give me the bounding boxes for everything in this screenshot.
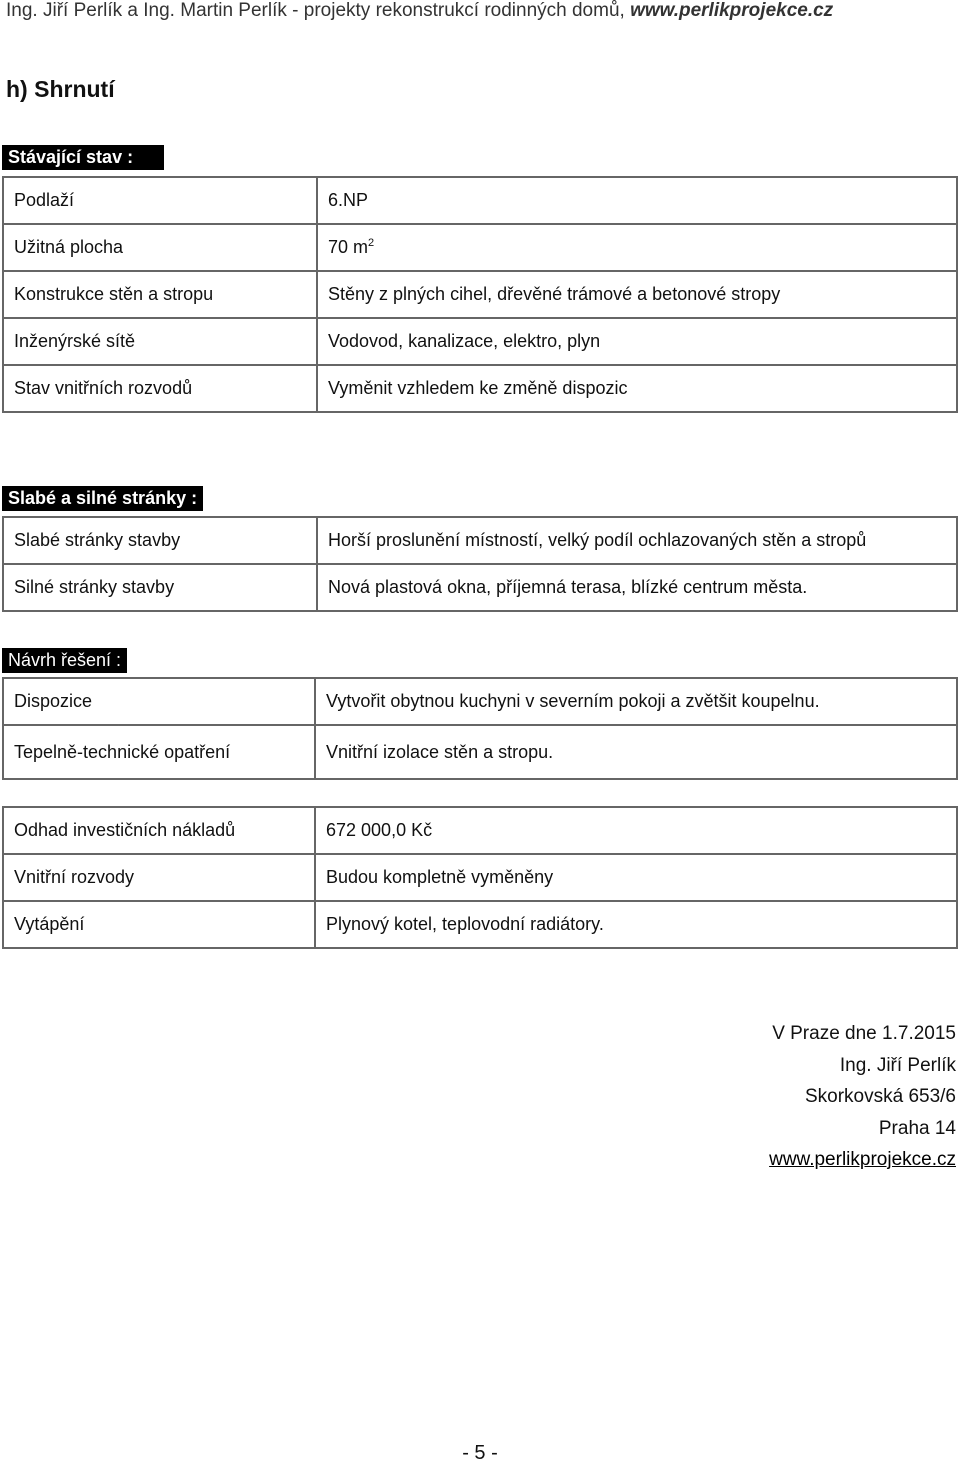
strengths-table (2, 516, 958, 612)
row-value: 6.NP (317, 177, 957, 224)
section-title: h) Shrnutí (6, 76, 115, 102)
page-number: - 5 - (462, 1442, 498, 1464)
table-row (3, 517, 957, 564)
table-row (3, 564, 957, 611)
signature-name: Ing. Jiří Perlík (839, 1054, 956, 1076)
signature-street: Skorkovská 653/6 (804, 1086, 956, 1107)
header-website-link[interactable]: www.perlikprojekce.cz (630, 0, 834, 21)
row-key: Vnitřní rozvody (3, 854, 315, 901)
row-key: Slabé stránky stavby (3, 517, 317, 564)
table-row (3, 678, 957, 725)
signature-website-link[interactable]: www.perlikprojekce.cz (769, 1149, 956, 1170)
area-unit-exponent: 2 (368, 237, 375, 249)
existing-state-label: Stávající stav : (2, 145, 164, 170)
row-value: Plynový kotel, teplovodní radiátory. (315, 901, 957, 948)
row-value: Vnitřní izolace stěn a stropu. (315, 725, 957, 779)
table-row (3, 271, 957, 318)
strengths-label: Slabé a silné stránky : (2, 486, 203, 511)
row-value: Vytvořit obytnou kuchyni v severním pokoji a zvětšit koupelnu. (315, 678, 957, 725)
row-key: Tepelně-technické opatření (3, 725, 315, 779)
costs-table (2, 806, 958, 949)
row-value: Vyměnit vzhledem ke změně dispozic (317, 365, 957, 412)
row-value (317, 224, 957, 271)
area-value: 70 m (328, 237, 369, 257)
table-row (3, 854, 957, 901)
row-value: Vodovod, kanalizace, elektro, plyn (317, 318, 957, 365)
proposal-table (2, 677, 958, 780)
table-row (3, 177, 957, 224)
row-value: 672 000,0 Kč (315, 807, 957, 854)
header-text: Ing. Jiří Perlík a Ing. Martin Perlík - projekty rekonstrukcí rodinných domů, (6, 0, 631, 21)
row-value: Nová plastová okna, příjemná terasa, blízké centrum města. (317, 564, 957, 611)
table-row (3, 725, 957, 779)
row-key: Užitná plocha (3, 224, 317, 271)
row-key: Silné stránky stavby (3, 564, 317, 611)
table-row (3, 901, 957, 948)
row-key: Konstrukce stěn a stropu (3, 271, 317, 318)
existing-state-table (2, 176, 958, 413)
row-key: Podlaží (3, 177, 317, 224)
proposal-label: Návrh řešení : (2, 648, 127, 673)
table-row (3, 224, 957, 271)
row-key: Vytápění (3, 901, 315, 948)
row-value: Budou kompletně vyměněny (315, 854, 957, 901)
row-key: Inženýrské sítě (3, 318, 317, 365)
row-key: Stav vnitřních rozvodů (3, 365, 317, 412)
table-row (3, 365, 957, 412)
row-key: Odhad investičních nákladů (3, 807, 315, 854)
row-value: Horší proslunění místností, velký podíl ochlazovaných stěn a stropů (317, 517, 957, 564)
signature-city: Praha 14 (878, 1117, 956, 1139)
table-row (3, 807, 957, 854)
row-value: Stěny z plných cihel, dřevěné trámové a betonové stropy (317, 271, 957, 318)
signature-block (769, 1018, 956, 1176)
place-date: V Praze dne 1.7.2015 (772, 1023, 956, 1044)
table-row (3, 318, 957, 365)
page-header (6, 0, 833, 22)
row-key: Dispozice (3, 678, 315, 725)
